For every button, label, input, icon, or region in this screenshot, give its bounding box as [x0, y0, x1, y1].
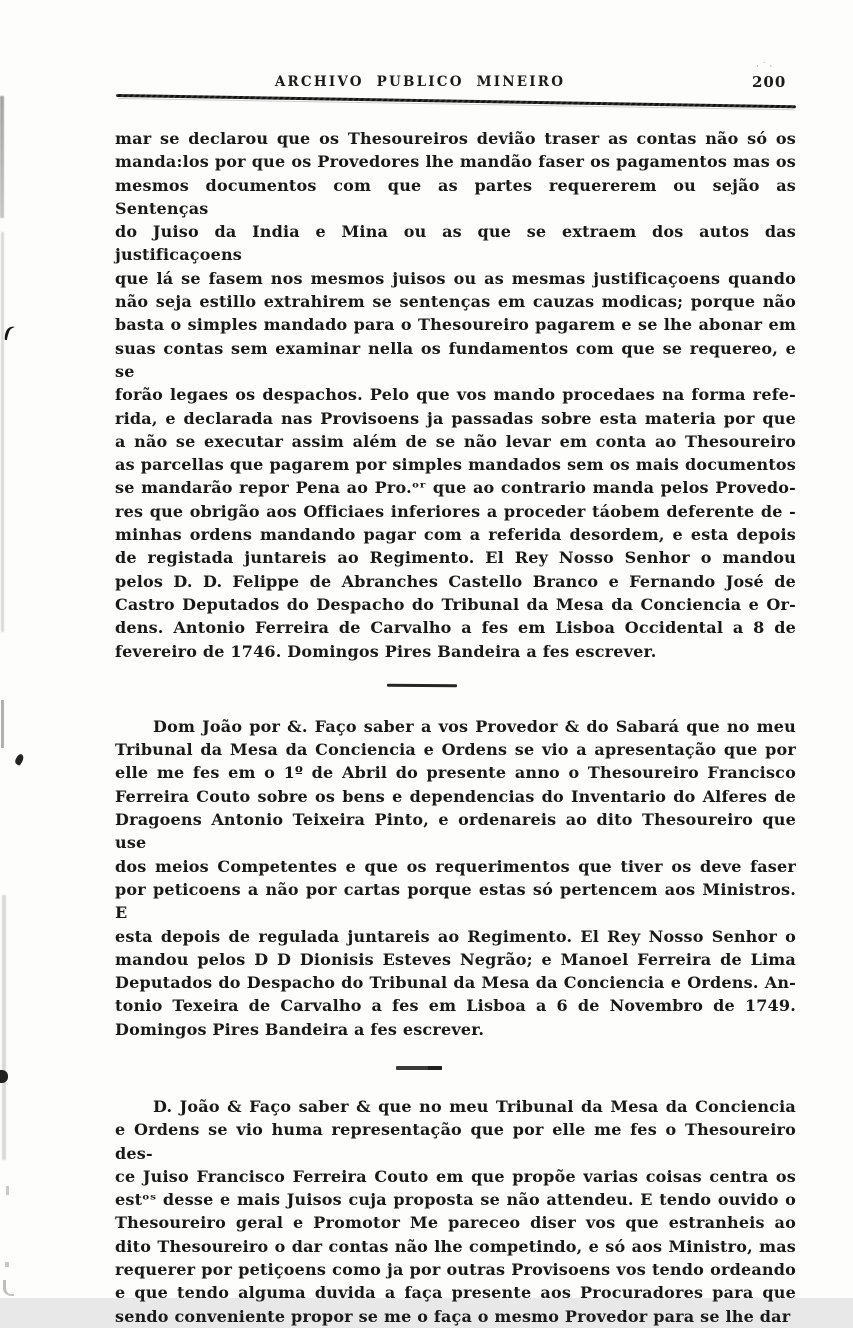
scan-artifact-smudge: ·˙· — [756, 62, 776, 72]
paragraph-2 — [115, 715, 796, 1041]
text-line: esta depois de regulada juntareis ao Regimento. El Rey Nosso Senhor o — [115, 926, 796, 946]
page-number: 200 — [752, 73, 787, 91]
scan-artifact-hook-mark — [2, 322, 18, 342]
text-line: basta o simples mandado para o Thesoureiro pagarem e se lhe abonar em — [115, 315, 796, 335]
scan-artifact-curve — [3, 1280, 14, 1296]
text-line: D. João & Faço saber & que no meu Tribunal da Mesa da Conciencia — [153, 1096, 796, 1116]
text-line: do Juiso da India e Mina ou as que se extraem dos autos das justificaçoens — [115, 222, 796, 265]
text-line: não seja estillo extrahirem se sentenças em cauzas modicas; porque não — [115, 292, 796, 312]
text-line: fevereiro de 1746. Domingos Pires Bandeira a fes escrever. — [115, 641, 657, 661]
text-line: ce Juiso Francisco Ferreira Couto em que propõe varias coisas centra os — [115, 1166, 796, 1186]
text-line: mesmos documentos com que as partes requererem ou sejão as Sentenças — [115, 175, 796, 218]
scan-artifact-binding-streak — [1, 232, 4, 632]
text-line: tonio Texeira de Carvalho a fes em Lisboa a 6 de Novembro de 1749. — [115, 996, 796, 1016]
text-line: dos meios Competentes e que os requerimentos que tiver os deve faser — [115, 856, 796, 876]
text-line: Domingos Pires Bandeira a fes escrever. — [115, 1019, 485, 1039]
text-line: e Ordens se vio huma representação que por elle me fes o Thesoureiro des- — [115, 1120, 796, 1163]
text-line: a não se executar assim além de se não levar em conta ao Thesoureiro — [115, 431, 796, 451]
text-line: sendo conveniente propor se me o faça o mesmo Provedor para se lhe dar — [115, 1306, 791, 1326]
scan-artifact-binding-streak — [2, 895, 6, 1160]
scan-artifact-binding-streak — [1, 700, 4, 748]
text-line: forão legaes os despachos. Pelo que vos mando procedaes na forma refe- — [115, 385, 796, 405]
text-line: por peticoens a não por cartas porque estas só pertencem aos Ministros. E — [115, 879, 796, 923]
text-line: rida, e declarada nas Provisoens ja passadas sobre esta materia por que — [115, 408, 796, 428]
text-line: dito Thesoureiro o dar contas não lhe competindo, e só aos Ministro, mas — [115, 1236, 796, 1256]
text-line: res que obrigão aos Officiaes inferiores a proceder táobem deferente de - — [115, 501, 796, 521]
text-line: Castro Deputados do Despacho do Tribunal da Mesa da Conciencia e Or- — [115, 594, 796, 614]
paragraph-3 — [115, 1095, 796, 1328]
scan-artifact-tick — [6, 1186, 9, 1195]
text-line: Dom João por &. Faço saber a vos Provedor & do Sabará que no meu — [153, 716, 796, 736]
text-line: Ferreira Couto sobre os bens e dependencias do Inventario do Alferes de — [115, 786, 796, 806]
text-line: de registada juntareis ao Regimento. El Rey Nosso Senhor o mandou — [115, 548, 796, 568]
text-line: pelos D. D. Felippe de Abranches Castello Branco e Fernando José de — [115, 571, 796, 591]
text-line: minhas ordens mandando pagar com a referida desordem, e esta depois — [115, 525, 796, 545]
text-line: Dragoens Antonio Teixeira Pinto, e ordenareis ao dito Thesoureiro que use — [115, 810, 796, 853]
text-line: mar se declarou que os Thesoureiros devião traser as contas não só os — [115, 129, 796, 148]
running-head-title: ARCHIVO PUBLICO MINEIRO — [274, 74, 566, 90]
text-line: Thesoureiro geral e Promotor Me pareceo diser vos que estranheis ao — [115, 1213, 796, 1233]
text-line: manda:los por que os Provedores lhe mandão faser os pagamentos mas os — [115, 152, 796, 172]
section-divider — [387, 684, 457, 688]
section-divider — [396, 1066, 442, 1070]
text-line: estᵒˢ desse e mais Juisos cuja proposta se não attendeu. E tendo ouvido o — [115, 1190, 796, 1210]
scan-artifact-comma-mark — [14, 753, 26, 766]
scan-artifact-ink-blob — [0, 1070, 8, 1083]
scan-artifact-binding-streak — [0, 96, 4, 218]
text-line: as parcellas que pagarem por simples mandados sem os mais documentos — [115, 455, 796, 475]
text-line: suas contas sem examinar nella os fundamentos com que se requereo, e se — [115, 338, 796, 381]
document-body — [115, 127, 796, 1328]
scan-artifact-dash — [5, 1262, 9, 1267]
text-line: elle me fes em o 1º de Abril do presente anno o Thesoureiro Francisco — [115, 763, 796, 783]
text-line: que lá se fasem nos mesmos juisos ou as mesmas justificaçoens quando — [115, 268, 796, 288]
text-line: dens. Antonio Ferreira de Carvalho a fes em Lisboa Occidental a 8 de — [115, 618, 796, 638]
text-line: requerer por petiçoens como ja por outras Provisoens vos tendo ordeando — [115, 1260, 796, 1280]
text-line: mandou pelos D D Dionisis Esteves Negrão; e Manoel Ferreira de Lima — [115, 949, 796, 969]
header-rule — [116, 94, 796, 108]
text-line: se mandarão repor Pena ao Pro.ᵒʳ que ao contrario manda pelos Provedo- — [115, 478, 796, 498]
text-line: Tribunal da Mesa da Conciencia e Ordens se vio a apresentação que por — [115, 740, 796, 760]
paragraph-1 — [115, 127, 796, 663]
text-line: e que tendo alguma duvida a faça presente aos Procuradores para que — [115, 1283, 796, 1303]
text-line: Deputados do Despacho do Tribunal da Mesa da Conciencia e Ordens. An- — [115, 973, 796, 993]
